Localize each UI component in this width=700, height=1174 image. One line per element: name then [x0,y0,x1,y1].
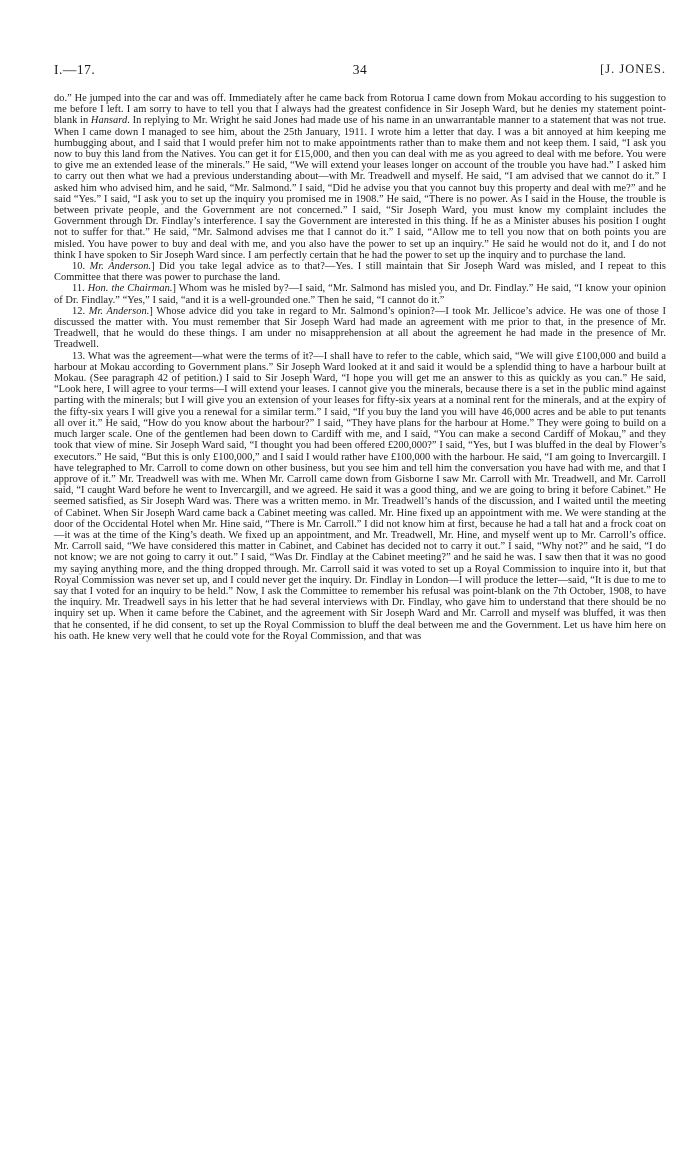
text-run: do.” He jumped into the car and was off. Immediately after he came back from Rotorua I came down from Mokau according to his suggestion to me before I left. I am sorry to have to tell you that I always had the greatest confidence in Sir Joseph Ward, but he denies my statement point-blank in [54,93,666,127]
document-page [54,62,666,642]
text-run: 13. What was the agreement—what were the terms of it?—I shall have to refer to the cable, which said, “We will give £100,000 and build a harbour at Mokau according to Government plans.” Sir Joseph Ward looked at it and said it would be a splendid thing to have a harbour built at Mokau. (See paragraph 42 of petition.) I said to Sir Joseph Ward, “I hope you will get me an answer to this as quickly as you can.” He said, “Look here, I will agree to your terms—I will extend your leases. I cannot give you the minerals, because there is a set in the public mind against parting with the minerals; but I will give you an extension of your leases for fifty-six years at a nominal rent for the minerals, and at the expiry of the fifty-six years I will give you a renewal for a similar term.” I said, “If you buy the land you will have 46,000 acres and be able to put tenants all over it.” He said, “How do you know about the harbour?” I said, “They have plans for the harbour at Home.” They were going to build on a much larger scale. One of the gentlemen had been down to Cardiff with me, and I said, “You can make a second Cardiff of Mokau,” and they took that view of mine. Sir Joseph Ward said, “I thought you had been offered £200,000?” I said, “Yes, but I was bluffed in the deal by Flower’s executors.” He said, “But this is only £100,000,” and I said I would rather have £100,000 with the harbour. He said, “I am going to Invercargill. I have telegraphed to Mr. Carroll to come down on other business, but you see him and tell him the conversation you have had with me, and that I approve of it.” Mr. Treadwell was with me. When Mr. Carroll came down from Gisborne I saw Mr. Carroll with Mr. Treadwell, and Mr. Carroll said, “I caught Ward before he went to Invercargill, and we agreed. He said it was a good thing, and we are going to bring it before Cabinet.” He seemed satisfied, as Sir Joseph Ward was. There was a written memo. in Mr. Treadwell’s hands of the discussion, and I waited until the meeting of Cabinet. When Sir Joseph Ward came back a Cabinet meeting was called. Mr. Hine fixed up an appointment with me. We were standing at the door of the Occidental Hotel when Mr. Hine said, “There is Mr. Carroll.” I did not know him at first, because he had a tall hat and a frock coat on—it was at the time of the King’s death. We fixed up an appointment, and Mr. Treadwell, Mr. Hine, and myself went up to Mr. Carroll’s office. Mr. Carroll said, “We have considered this matter in Cabinet, and Cabinet has decided not to carry it out.” I said, “Why not?” and he said, “I do not know; we are not going to carry it out.” I said, “Was Dr. Findlay at the Cabinet meeting?” and he said he was. I saw then that it was no good my saying anything more, and the thing dropped through. Mr. Carroll said it was voted to set up a Royal Commission to inquire into it, but that Royal Commission was never set up, and I could never get the inquiry. Dr. Findlay in London—I will produce the letter—said, “It is due to me to say that I voted for an inquiry to be held.” Now, I ask the Committee to remember his refusal was point-blank on the 7th October, 1908, to have the inquiry. Mr. Treadwell says in his letter that he had several interviews with Dr. Findlay, who gave him to understand that there should be no inquiry set up. When it came before the Cabinet, and the agreement with Sir Joseph Ward and Mr. Carroll and myself was bluffed, it was then that he consented, if he did consent, to set up the Royal Commission to bluff the deal between me and the Government. Let us have him here on his oath. He knew very well that he could vote for the Royal Commission, and that was [54,350,666,642]
page-header [54,62,666,84]
text-run: ] Whom was he misled by?—I said, “Mr. Salmond has misled you, and Dr. Findlay.” He said, “I know your opinion of Dr. Findlay.” “Yes,” I said, “and it is a well-grounded one.” Then he said, “I cannot do it.” [54,283,666,306]
text-run: ] Whose advice did you take in regard to Mr. Salmond’s opinion?—I took Mr. Jellicoe’s advice. He was one of those I discussed the matter with. You must remember that Sir Joseph Ward had made an agreement with me prior to that, in the presence of Mr. Treadwell, that he would do these things. I am under no misapprehension at all about the agreement he had made in the presence of Mr. Treadwell. [54,305,666,351]
evidence-paragraph [54,306,666,351]
evidence-paragraph [54,93,666,261]
evidence-paragraph [54,283,666,305]
italic-run: Hansard [90,115,128,127]
text-run: 12. [72,305,89,317]
report-reference: I.—17. [54,62,96,77]
text-run: ] Did you take legal advice as to that?—Yes. I still maintain that Sir Joseph Ward was misled, and I repeat to this Committee that there was power to purchase the land. [54,261,666,284]
italic-run: Hon. the Chairman. [87,283,173,295]
italic-run: Mr. Anderson. [89,261,152,273]
text-run: . In replying to Mr. Wright he said Jones had made use of his name in an unwarrantable manner to a statement that was not true. When I came down I managed to see him, about the 25th January, 1911. I wrote him a letter that day. I was a bit annoyed at him keeping me humbugging about, and I said that I would prefer him not to make appointments rather than to make them and not keep them. I said, “I ask you now to buy this land from the Natives. You can get it for £15,000, and then you can deal with me as you agreed to deal with me before. You were to give me an extended lease of the minerals.” He said, “We will extend your leases longer on account of the trouble you have had.” I asked him to carry out then what we had a previous understanding about—with Mr. Treadwell and myself. He said, “I am advised that we cannot do it.” I asked him who advised him, and he said, “Mr. Salmond.” I said, “Did he advise you that you cannot buy this property and deal with me?” and he said “Yes.” I said, “I ask you to set up the inquiry you promised me in 1908.” He said, “There is no power. As I said in the House, the trouble is between private people, and the Government are not concerned.” I said, “Sir Joseph Ward, you must know my complaint includes the Government through Dr. Findlay’s interference. I say the Government are interested in this thing. If he as a Minister abuses his position I ought not to suffer for that.” He said, “Mr. Salmond advises me that I cannot do it.” I said, “Allow me to tell you now that on both points you are misled. You have power to buy and deal with me, and you also have the power to set up an inquiry.” He said he would not do it, and I do not think I have spoken to Sir Joseph Ward since. I am perfectly certain that he had the power to set up the inquiry and to purchase the land. [54,115,667,261]
italic-run: Mr. Anderson. [88,305,150,317]
evidence-text [54,93,666,642]
page-number: 34 [352,62,368,77]
evidence-paragraph [54,261,666,283]
text-run: 11. [72,283,88,295]
text-run: 10. [72,261,90,273]
witness-name: [J. JONES. [600,62,666,76]
evidence-paragraph [54,351,666,642]
